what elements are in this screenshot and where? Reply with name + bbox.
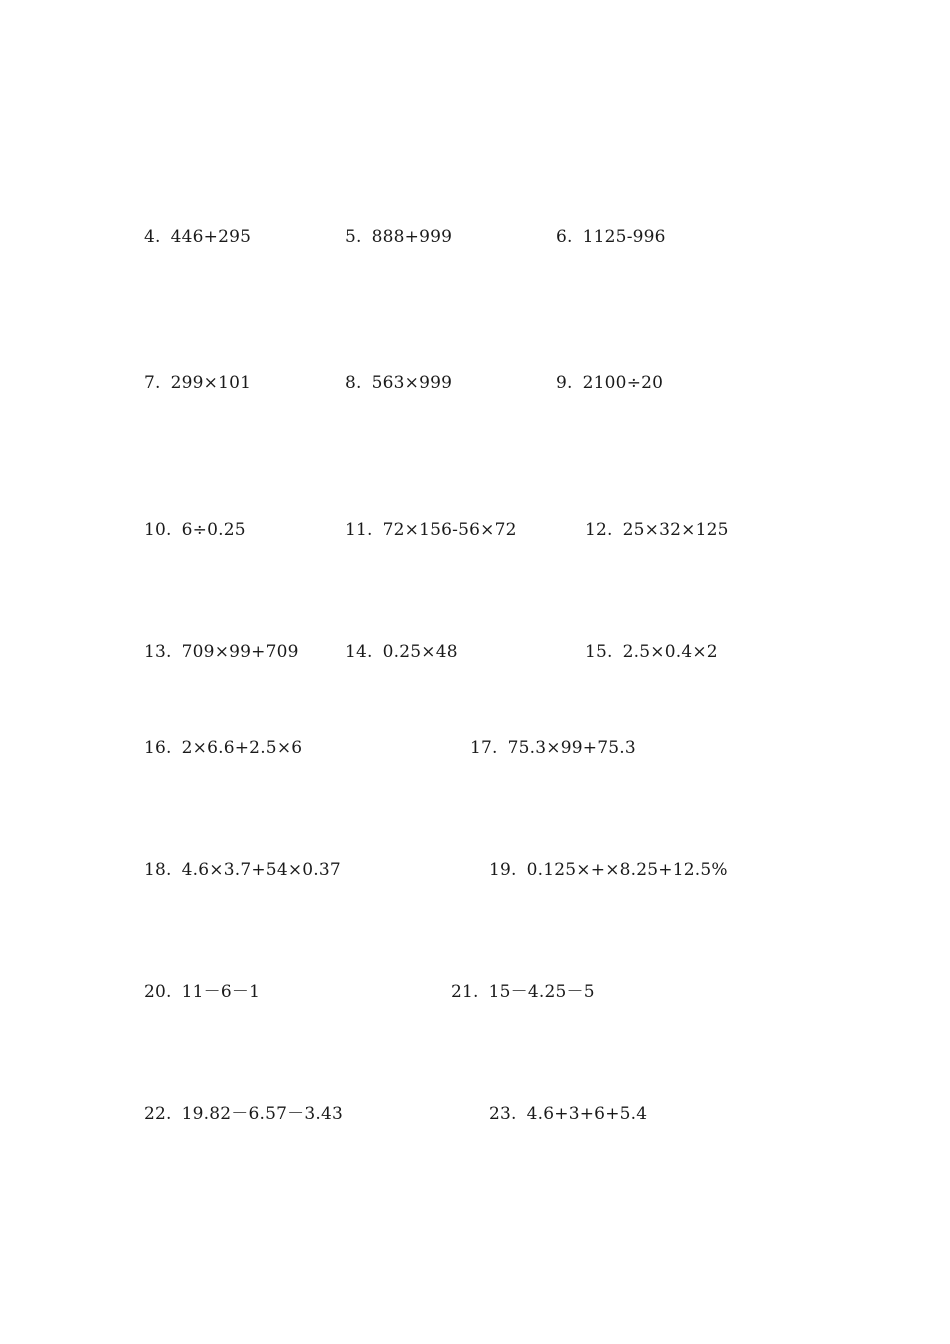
problem-number: 4. — [144, 227, 161, 247]
problem-14 — [345, 641, 458, 663]
problem-8 — [345, 372, 452, 394]
problem-11 — [345, 519, 517, 541]
problem-number: 23. — [489, 1104, 517, 1124]
problem-expression: 15－4.25－5 — [488, 982, 595, 1002]
problem-expression: 709×99+709 — [181, 642, 299, 662]
problem-number: 14. — [345, 642, 373, 662]
problem-number: 6. — [556, 227, 573, 247]
problem-7 — [144, 372, 251, 394]
problem-number: 11. — [345, 520, 373, 540]
problem-22 — [144, 1103, 343, 1125]
problem-expression: 6÷0.25 — [181, 520, 246, 540]
problem-number: 21. — [451, 982, 479, 1002]
problem-expression: 72×156-56×72 — [382, 520, 517, 540]
problem-number: 22. — [144, 1104, 172, 1124]
problem-12 — [585, 519, 729, 541]
problem-17 — [470, 737, 636, 759]
problem-number: 5. — [345, 227, 362, 247]
problem-expression: 888+999 — [371, 227, 453, 247]
problem-expression: 11－6－1 — [181, 982, 261, 1002]
problem-number: 15. — [585, 642, 613, 662]
problem-expression: 2×6.6+2.5×6 — [181, 738, 303, 758]
problem-expression: 4.6+3+6+5.4 — [526, 1104, 648, 1124]
problem-9 — [556, 372, 663, 394]
problem-expression: 2.5×0.4×2 — [622, 642, 718, 662]
problem-number: 13. — [144, 642, 172, 662]
problem-expression: 19.82－6.57－3.43 — [181, 1104, 344, 1124]
problem-number: 19. — [489, 860, 517, 880]
problem-expression: 563×999 — [371, 373, 453, 393]
problem-23 — [489, 1103, 647, 1125]
problem-expression: 446+295 — [170, 227, 252, 247]
problem-15 — [585, 641, 718, 663]
problem-6 — [556, 226, 666, 248]
problem-expression: 1125-996 — [582, 227, 666, 247]
problem-number: 17. — [470, 738, 498, 758]
problem-number: 12. — [585, 520, 613, 540]
problem-number: 16. — [144, 738, 172, 758]
problem-13 — [144, 641, 299, 663]
problem-expression: 0.125×+×8.25+12.5% — [526, 860, 728, 880]
problem-10 — [144, 519, 246, 541]
problem-expression: 0.25×48 — [382, 642, 458, 662]
problem-expression: 75.3×99+75.3 — [507, 738, 636, 758]
problem-expression: 25×32×125 — [622, 520, 729, 540]
problem-4 — [144, 226, 251, 248]
problem-21 — [451, 981, 595, 1003]
problem-expression: 4.6×3.7+54×0.37 — [181, 860, 341, 880]
problem-20 — [144, 981, 260, 1003]
problem-number: 8. — [345, 373, 362, 393]
problem-number: 7. — [144, 373, 161, 393]
problem-expression: 2100÷20 — [582, 373, 664, 393]
problem-19 — [489, 859, 728, 881]
problem-5 — [345, 226, 452, 248]
problem-number: 18. — [144, 860, 172, 880]
problem-number: 10. — [144, 520, 172, 540]
problem-expression: 299×101 — [170, 373, 252, 393]
problem-number: 9. — [556, 373, 573, 393]
problem-16 — [144, 737, 302, 759]
problem-18 — [144, 859, 341, 881]
problem-number: 20. — [144, 982, 172, 1002]
